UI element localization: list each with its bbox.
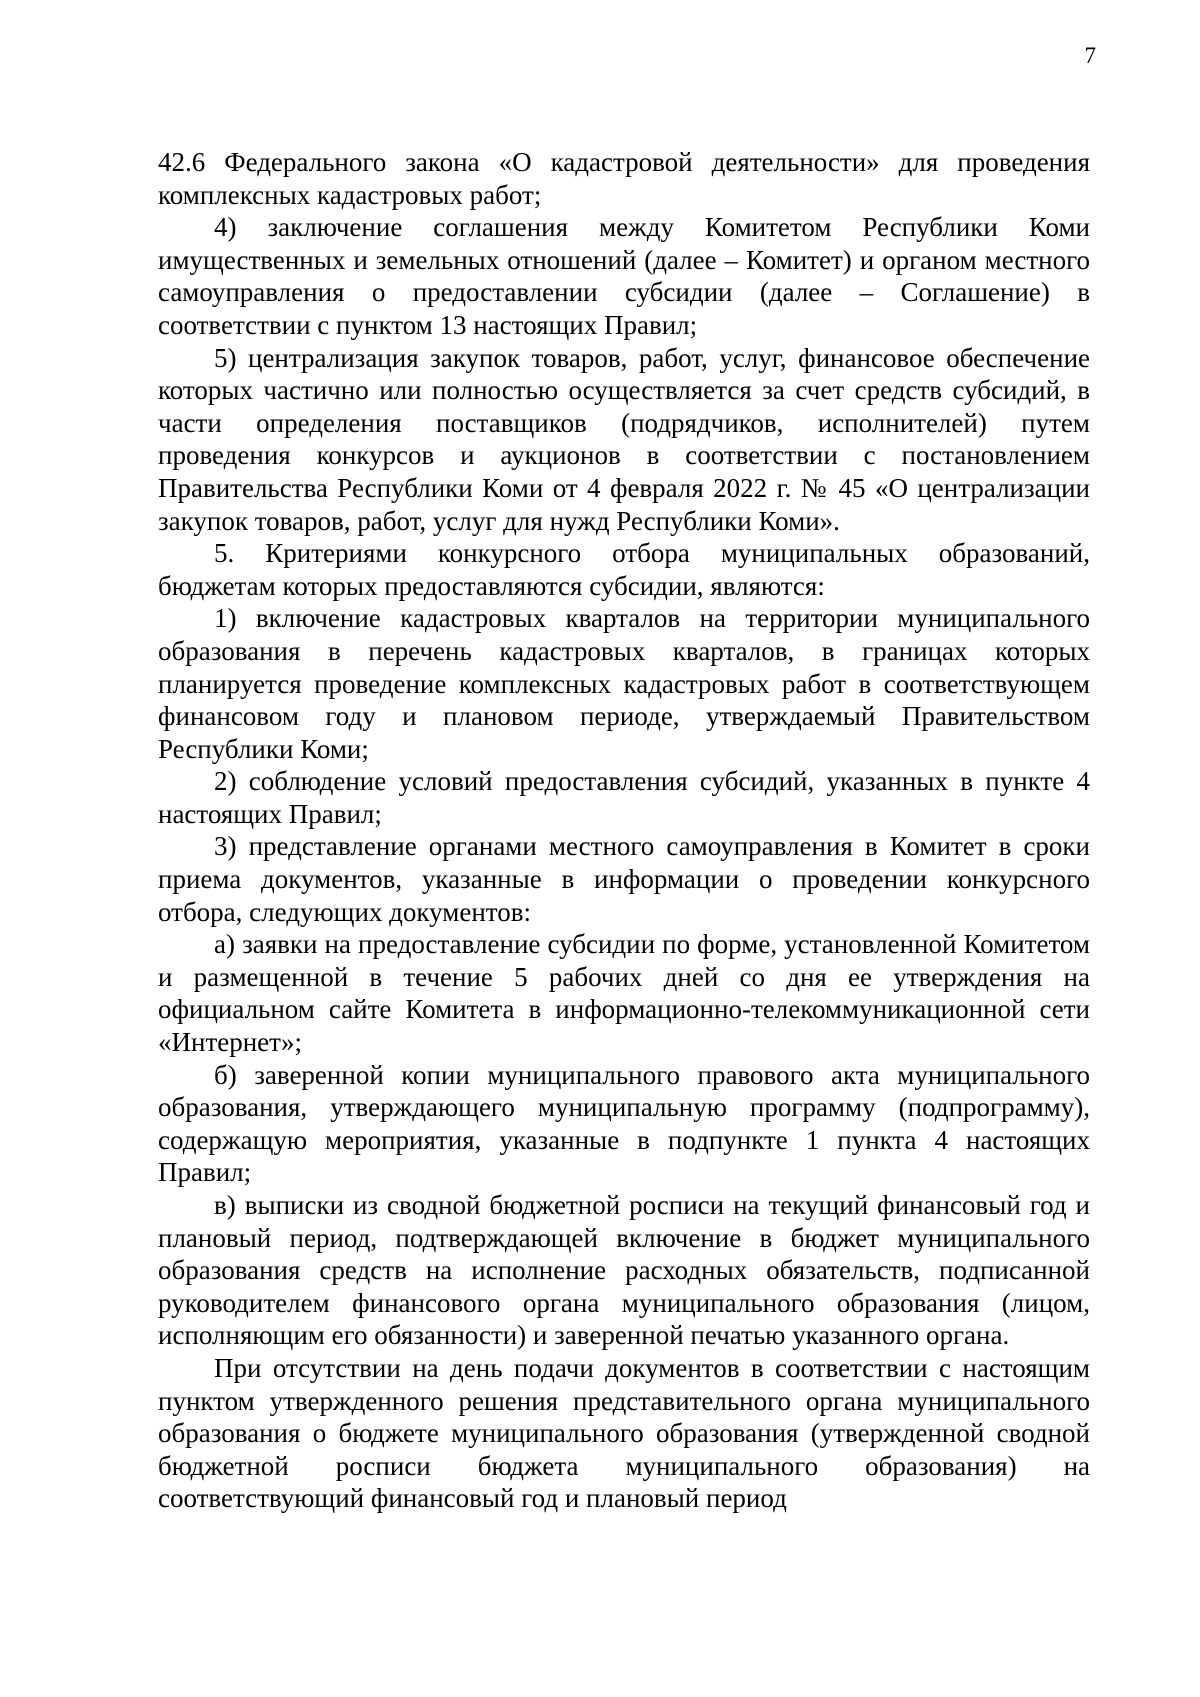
paragraph-criterion-1: 1) включение кадастровых кварталов на территории муниципального образования в перечень кадастровых кварталов, в границах которых планируется проведение комплексных кадастровых работ в соответствующем финансовом году и плановом периоде, утверждаемый Правительством Республики Коми; <box>158 603 1090 764</box>
paragraph-absence-clause: При отсутствии на день подачи документов в соответствии с настоящим пунктом утвержденного решения представительного органа муниципального образования о бюджете муниципального образования (утвержденной сводной бюджетной росписи бюджета муниципального образования) на соответствующий финансовый год и плановый период <box>158 1352 1090 1514</box>
document-body <box>158 146 1090 1515</box>
paragraph-subitem-b: б) заверенной копии муниципального правового акта муниципального образования, утверждающего муниципальную программу (подпрограмму), содержащую мероприятия, указанные в подпункте 1 пункта 4 настоящих Правил; <box>158 1059 1090 1188</box>
paragraph-subitem-v: в) выписки из сводной бюджетной росписи на текущий финансовый год и плановый период, подтверждающей включение в бюджет муниципального образования средств на исполнение расходных обязательств, подписанной руководителем финансового органа муниципального образования (лицом, исполняющим его обязанности) и заверенной печатью указанного органа. <box>158 1190 1090 1351</box>
paragraph-subitem-a: а) заявки на предоставление субсидии по форме, установленной Комитетом и размещенной в течение 5 рабочих дней со дня ее утверждения на официальном сайте Комитета в информационно-телекоммуникационной сети «Интернет»; <box>158 929 1090 1058</box>
paragraph-criterion-3: 3) представление органами местного самоуправления в Комитет в сроки приема документов, указанные в информации о проведении конкурсного отбора, следующих документов: <box>158 831 1090 927</box>
paragraph-section-5: 5. Критериями конкурсного отбора муниципальных образований, бюджетам которых предоставляются субсидии, являются: <box>158 538 1090 601</box>
paragraph-continuation: 42.6 Федерального закона «О кадастровой деятельности» для проведения комплексных кадастровых работ; <box>158 147 1090 210</box>
paragraph-item-4: 4) заключение соглашения между Комитетом Республики Коми имущественных и земельных отношений (далее – Комитет) и органом местного самоуправления о предоставлении субсидии (далее – Соглашение) в соответствии с пунктом 13 настоящих Правил; <box>158 212 1090 340</box>
page-number: 7 <box>1084 43 1096 68</box>
paragraph-item-5: 5) централизация закупок товаров, работ, услуг, финансовое обеспечение которых частично или полностью осуществляется за счет средств субсидий, в части определения поставщиков (подрядчиков, исполнителей) путем проведения конкурсов и аукционов в соответствии с постановлением Правительства Республики Коми от 4 февраля 2022 г. № 45 «О централизации закупок товаров, работ, услуг для нужд Республики Коми». <box>158 342 1090 536</box>
paragraph-criterion-2: 2) соблюдение условий предоставления субсидий, указанных в пункте 4 настоящих Правил; <box>158 766 1090 829</box>
